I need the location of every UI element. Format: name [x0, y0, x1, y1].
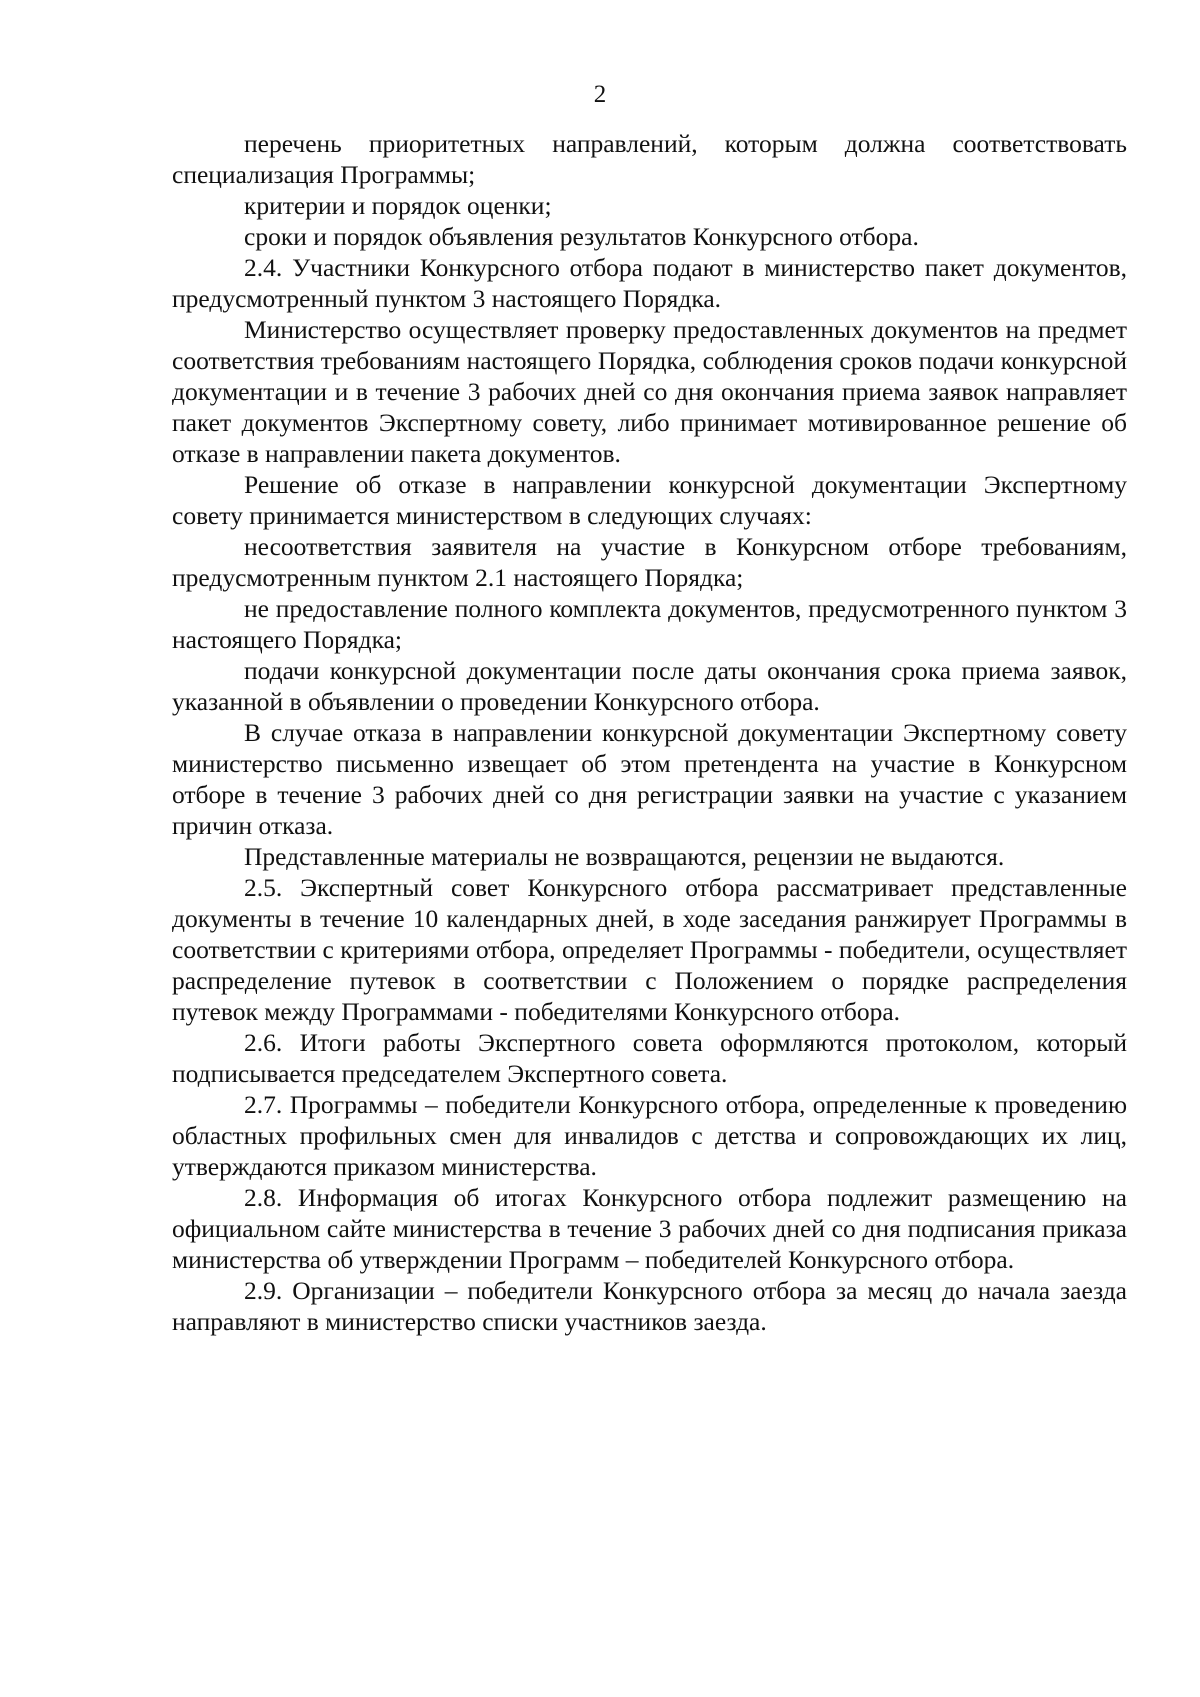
paragraph-criteria: критерии и порядок оценки; — [244, 191, 552, 220]
paragraph-refusal-case-2: не предоставление полного комплекта документов, предусмотренного пунктом 3 настоящего Порядка; — [172, 594, 1127, 654]
paragraph-refusal-notice: В случае отказа в направлении конкурсной документации Экспертному совету министерство письменно извещает об этом претендента на участие в Конкурсном отборе в течение 3 рабочих дней со дня регистрации заявки на участие с указанием причин отказа. — [172, 718, 1127, 840]
paragraph-results-terms: сроки и порядок объявления результатов Конкурсного отбора. — [244, 222, 919, 251]
paragraph-refusal-case-3: подачи конкурсной документации после даты окончания срока приема заявок, указанной в объявлении о проведении Конкурсного отбора. — [172, 656, 1127, 716]
paragraph-ministry-check: Министерство осуществляет проверку предоставленных документов на предмет соответствия требованиям настоящего Порядка, соблюдения сроков подачи конкурсной документации и в течение 3 рабочих дней со дня окончания приема заявок направляет пакет документов Экспертному совету, либо принимает мотивированное решение об отказе в направлении пакета документов. — [172, 315, 1127, 468]
paragraph-2-9: 2.9. Организации – победители Конкурсного отбора за месяц до начала заезда направляют в министерство списки участников заезда. — [172, 1276, 1127, 1336]
paragraph-2-4: 2.4. Участники Конкурсного отбора подают в министерство пакет документов, предусмотренный пунктом 3 настоящего Порядка. — [172, 253, 1127, 313]
paragraph-2-8: 2.8. Информация об итогах Конкурсного отбора подлежит размещению на официальном сайте министерства в течение 3 рабочих дней со дня подписания приказа министерства об утверждении Программ – победителей Конкурсного отбора. — [172, 1183, 1127, 1274]
document-body — [172, 128, 1127, 1337]
paragraph-priority-list: перечень приоритетных направлений, которым должна соответствовать специализация Программы; — [172, 129, 1127, 189]
paragraph-2-5: 2.5. Экспертный совет Конкурсного отбора рассматривает представленные документы в течение 10 календарных дней, в ходе заседания ранжирует Программы в соответствии с критериями отбора, определяет Программы - победители, осуществляет распределение путевок в соответствии с Положением о порядке распределения путевок между Программами - победителями Конкурсного отбора. — [172, 873, 1127, 1026]
paragraph-refusal-case-1: несоответствия заявителя на участие в Конкурсном отборе требованиям, предусмотренным пунктом 2.1 настоящего Порядка; — [172, 532, 1127, 592]
paragraph-refusal-decision: Решение об отказе в направлении конкурсной документации Экспертному совету принимается министерством в следующих случаях: — [172, 470, 1127, 530]
page-number: 2 — [593, 81, 607, 108]
paragraph-materials-not-returned: Представленные материалы не возвращаются, рецензии не выдаются. — [244, 842, 1005, 871]
paragraph-2-6: 2.6. Итоги работы Экспертного совета оформляются протоколом, который подписывается председателем Экспертного совета. — [172, 1028, 1127, 1088]
paragraph-2-7: 2.7. Программы – победители Конкурсного отбора, определенные к проведению областных профильных смен для инвалидов с детства и сопровождающих их лиц, утверждаются приказом министерства. — [172, 1090, 1127, 1181]
